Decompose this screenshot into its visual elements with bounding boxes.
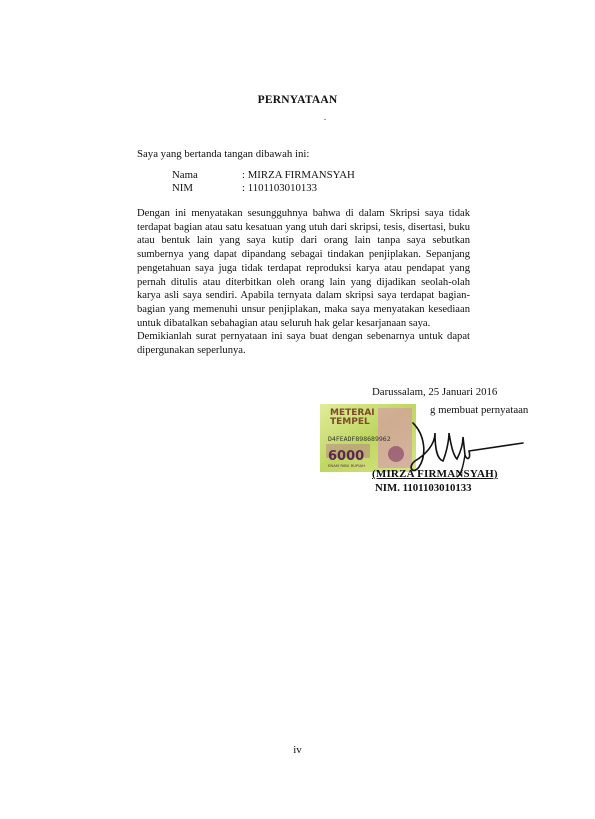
identity-label: Nama [172,169,198,181]
identity-value: : 1101103010133 [242,182,318,194]
stamp-text: METERAI [330,408,375,418]
signer-nim: NIM. 1101103010133 [375,482,472,494]
stamp-value: 6000 [328,449,365,464]
statement-body [137,207,470,358]
identity-value: : MIRZA FIRMANSYAH [242,169,355,181]
signer-statement: g membuat pernyataan [430,404,529,416]
identity-row-name [172,169,355,181]
identity-row-nim [172,182,317,194]
intro-text: Saya yang bertanda tangan dibawah ini: [137,148,310,160]
statement-paragraph: Dengan ini menyatakan sesungguhnya bahwa di dalam Skripsi saya tidak terdapat bagian atau satu kesatuan yang utuh dari skripsi, tesis, disertasi, buku atau bentuk lain yang saya kutip dari orang lain tanpa saya sebutkan sumbernya yang dapat dipandang sebagai tindakan penjiplakan. Sepanjang pengetahuan saya juga tidak terdapat reproduksi karya atau pendapat yang pernah ditulis atau diterbitkan oleh orang lain yang dijadikan seolah-olah karya asli saya sendiri. Apabila ternyata dalam skripsi saya terdapat bagian-bagian yang memenuhi unsur penjiplakan, maka saya menyatakan kesediaan untuk dibatalkan sebahagian atau seluruh hak gelar kesarjanaan saya. [137,208,470,329]
stamp-small-text: ENAM RIBU RUPIAH [328,463,365,468]
speck [324,119,326,120]
revenue-stamp [320,404,416,472]
place-date: Darussalam, 25 Januari 2016 [372,386,498,398]
signer-name: (MIRZA FIRMANSYAH) [372,468,498,480]
page-title: PERNYATAAN [257,94,338,106]
stamp-text: TEMPEL [330,417,370,427]
page-number: iv [293,744,302,756]
stamp-serial: D4FEADF898689962 [328,435,391,443]
closing-paragraph: Demikianlah surat pernyataan ini saya buat dengan sebenarnya untuk dapat dipergunakan seperlunya. [137,331,470,357]
identity-label: NIM [172,182,193,194]
